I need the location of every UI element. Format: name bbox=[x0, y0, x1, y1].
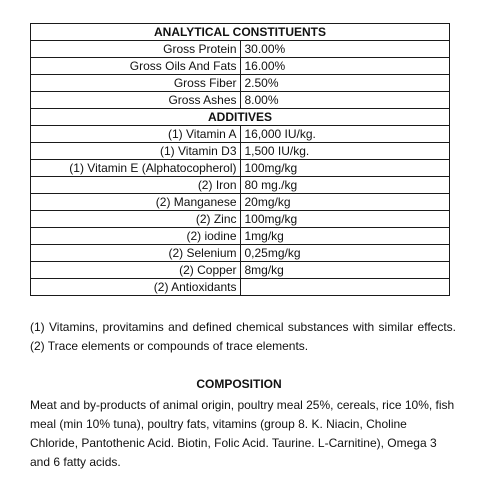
table-row bbox=[31, 92, 450, 109]
additive-value: 1,500 IU/kg. bbox=[240, 143, 450, 160]
additive-label: (2) iodine bbox=[31, 228, 241, 245]
additives-header-row bbox=[31, 109, 450, 126]
table-row bbox=[31, 228, 450, 245]
additive-value: 20mg/kg bbox=[240, 194, 450, 211]
additive-value: 100mg/kg bbox=[240, 160, 450, 177]
table-row bbox=[31, 177, 450, 194]
constituent-label: Gross Oils And Fats bbox=[31, 58, 241, 75]
additives-header: ADDITIVES bbox=[31, 109, 450, 126]
additive-value: 0,25mg/kg bbox=[240, 245, 450, 262]
additive-value bbox=[240, 279, 450, 296]
table-row bbox=[31, 58, 450, 75]
composition-heading: COMPOSITION bbox=[196, 377, 282, 391]
constituent-value: 16.00% bbox=[240, 58, 450, 75]
constituent-label: Gross Ashes bbox=[31, 92, 241, 109]
additive-label: (2) Manganese bbox=[31, 194, 241, 211]
additive-label: (2) Copper bbox=[31, 262, 241, 279]
table-row bbox=[31, 245, 450, 262]
constituents-table-body bbox=[31, 24, 450, 296]
additive-value: 80 mg./kg bbox=[240, 177, 450, 194]
table-row bbox=[31, 279, 450, 296]
constituent-value: 30.00% bbox=[240, 41, 450, 58]
table-row bbox=[31, 211, 450, 228]
table-row bbox=[31, 194, 450, 211]
constituent-label: Gross Fiber bbox=[31, 75, 241, 92]
analytical-header-row bbox=[31, 24, 450, 41]
additive-label: (1) Vitamin D3 bbox=[31, 143, 241, 160]
constituents-table bbox=[30, 23, 450, 296]
constituent-label: Gross Protein bbox=[31, 41, 241, 58]
table-row bbox=[31, 75, 450, 92]
additive-label: (2) Iron bbox=[31, 177, 241, 194]
table-row bbox=[31, 262, 450, 279]
additive-label: (2) Zinc bbox=[31, 211, 241, 228]
footnotes-paragraph: (1) Vitamins, provitamins and defined chemical substances with similar effects. (2) Trace elements or compounds of trace elements. bbox=[30, 320, 456, 353]
additive-value: 100mg/kg bbox=[240, 211, 450, 228]
analytical-constituents-header: ANALYTICAL CONSTITUENTS bbox=[31, 24, 450, 41]
additive-label: (1) Vitamin E (Alphatocopherol) bbox=[31, 160, 241, 177]
constituent-value: 8.00% bbox=[240, 92, 450, 109]
additive-value: 16,000 IU/kg. bbox=[240, 126, 450, 143]
table-row bbox=[31, 143, 450, 160]
table-row bbox=[31, 41, 450, 58]
composition-text: Meat and by-products of animal origin, poultry meal 25%, cereals, rice 10%, fish meal (min 10% tuna), poultry fats, vitamins (group 8. K. Niacin, Choline Chloride, Pantothenic Acid. Biotin, Folic Acid. Taurine. L-Carnitine), Omega 3 and 6 fatty acids. bbox=[30, 398, 455, 469]
constituent-value: 2.50% bbox=[240, 75, 450, 92]
additive-label: (2) Selenium bbox=[31, 245, 241, 262]
table-row bbox=[31, 126, 450, 143]
additive-label: (1) Vitamin A bbox=[31, 126, 241, 143]
table-row bbox=[31, 160, 450, 177]
additive-value: 1mg/kg bbox=[240, 228, 450, 245]
constituents-table-container bbox=[30, 23, 450, 296]
additive-label: (2) Antioxidants bbox=[31, 279, 241, 296]
additive-value: 8mg/kg bbox=[240, 262, 450, 279]
